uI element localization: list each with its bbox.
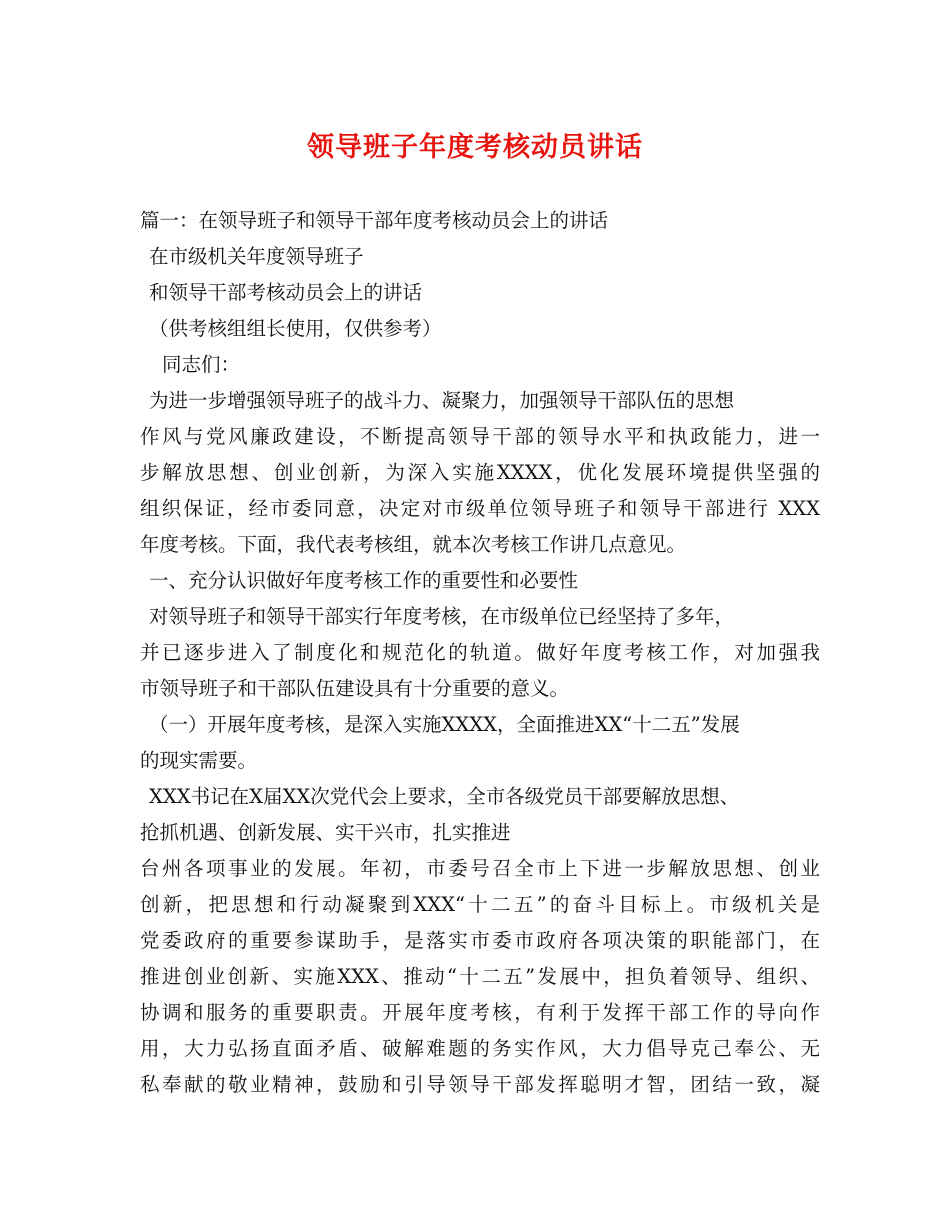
paragraph-line: 一、充分认识做好年度考核工作的重要性和必要性 (149, 569, 579, 592)
document-title: 领导班子年度考核动员讲话 (307, 132, 643, 163)
paragraph-line: 篇一：在领导班子和领导干部年度考核动员会上的讲话 (140, 209, 609, 232)
paragraph-line: XXX书记在X届XX次党代会上要求，全市各级党员干部要解放思想、 (149, 785, 740, 808)
paragraph-line: （供考核组组长使用，仅供参考） (149, 317, 442, 340)
paragraph-line: 同志们： (162, 353, 241, 376)
paragraph-line: 市领导班子和干部队伍建设具有十分重要的意义。 (140, 677, 570, 700)
paragraph-line: 台州各项事业的发展。年初，市委号召全市上下进一步解放思想、创业 (140, 857, 820, 880)
paragraph-line: 为进一步增强领导班子的战斗力、凝聚力，加强领导干部队伍的思想 (149, 389, 735, 412)
document-body (140, 203, 820, 1103)
paragraph-line: 用，大力弘扬直面矛盾、破解难题的务实作风，大力倡导克己奉公、无 (140, 1037, 820, 1060)
paragraph-line: 步解放思想、创业创新，为深入实施XXXX，优化发展环境提供坚强的 (140, 461, 820, 484)
paragraph-line: 私奉献的敬业精神，鼓励和引导领导干部发挥聪明才智，团结一致，凝 (140, 1073, 820, 1096)
paragraph-line: 协调和服务的重要职责。开展年度考核，有利于发挥干部工作的导向作 (140, 1001, 820, 1024)
paragraph-line: 创新，把思想和行动凝聚到XXX“十二五”的奋斗目标上。市级机关是 (140, 893, 820, 916)
paragraph-line: 在市级机关年度领导班子 (149, 245, 364, 268)
paragraph-line: 作风与党风廉政建设，不断提高领导干部的领导水平和执政能力，进一 (140, 425, 820, 448)
paragraph-line: 党委政府的重要参谋助手，是落实市委市政府各项决策的职能部门，在 (140, 929, 820, 952)
paragraph-line: （一）开展年度考核，是深入实施XXXX，全面推进XX“十二五”发展 (149, 713, 740, 736)
paragraph-line: 对领导班子和领导干部实行年度考核，在市级单位已经坚持了多年， (149, 605, 735, 628)
paragraph-line: 推进创业创新、实施XXX、推动“十二五”发展中，担负着领导、组织、 (140, 965, 820, 988)
paragraph-line: 组织保证，经市委同意，决定对市级单位领导班子和领导干部进行 XXX (140, 497, 820, 520)
paragraph-line: 并已逐步进入了制度化和规范化的轨道。做好年度考核工作，对加强我 (140, 641, 820, 664)
paragraph-line: 的现实需要。 (140, 749, 258, 772)
paragraph-line: 年度考核。下面，我代表考核组，就本次考核工作讲几点意见。 (140, 533, 687, 556)
paragraph-line: 和领导干部考核动员会上的讲话 (149, 281, 423, 304)
paragraph-line: 抢抓机遇、创新发展、实干兴市，扎实推进 (140, 821, 511, 844)
